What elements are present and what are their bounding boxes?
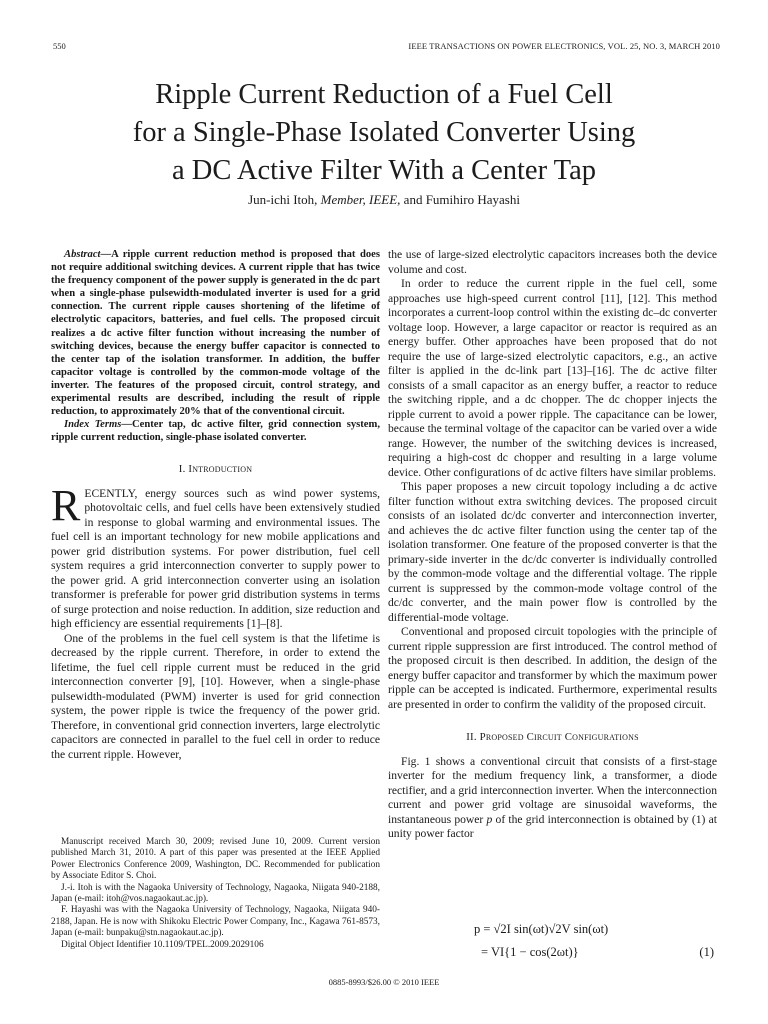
- right-paragraph-1: the use of large-sized electrolytic capacitors increases both the device volume and cost.: [388, 248, 717, 276]
- footnote-doi: Digital Object Identifier 10.1109/TPEL.2009.2029106: [61, 939, 264, 950]
- index-terms-text: —Center tap, dc active filter, grid connection system, ripple current reduction, single-phase isolated converter.: [51, 419, 380, 444]
- drop-cap: R: [51, 480, 81, 530]
- title-line: for a Single-Phase Isolated Converter Using: [132, 117, 636, 148]
- intro-paragraph-1-text: ECENTLY, energy sources such as wind power systems, photovoltaic cells, and fuel cells have been extensively studied in response to global warming and environmental issues. The fuel cell is an important technology for new mobile applications and power grid distribution systems. For power distribution, fuel cell system requires a grid interconnection converter to supply power to the power grid. A grid interconnection converter using an isolation transformer is preferable for power grid distribution systems in terms of surge protection and noise reduction. In addition, size reduction and high efficiency are essential requirements [1]–[8].: [51, 486, 380, 631]
- index-terms-lead: Index Terms: [64, 419, 122, 431]
- title-line: a DC Active Filter With a Center Tap: [171, 155, 596, 186]
- author-line: [60, 192, 708, 208]
- equation-1: [388, 918, 717, 962]
- right-paragraph-3: This paper proposes a new circuit topology including a dc active filter function without extra switching devices. The proposed circuit consists of an isolated dc/dc converter and interconnection inverter, and achieves the dc active filter function using the center tap of the isolation transformer. One feature of the proposed converter is that the primary-side inverter in the dc/dc converter is individually controlled by the common-mode voltage and the differential voltage. The ripple current is suppressed by the common-mode voltage control of the dc/dc converter, and the main power flow is controlled by the differential-mode voltage.: [388, 480, 717, 624]
- equation-line-1: p = √2I sin(ωt)√2V sin(ωt): [474, 922, 609, 936]
- index-terms: [51, 418, 380, 444]
- section2-text-b: of the grid interconnection is obtained by (1) at unity power factor: [388, 812, 717, 840]
- section-heading-proposed: [388, 730, 717, 745]
- section-title: Introduction: [188, 463, 253, 476]
- section-numeral: I.: [178, 463, 189, 476]
- paper-title: [60, 76, 708, 190]
- section-title: Proposed Circuit Configurations: [479, 731, 639, 743]
- right-paragraph-2: In order to reduce the current ripple in the fuel cell, some approaches use high-speed current control [11], [12]. This method incorporates a current-loop control within the existing dc–dc converter voltage loop. However, a large capacitor or reactor is required as an energy buffer. Other approaches have been proposed that do not require the use of large-sized electrolytic capacitors, e.g., an active filter is applied in the dc-link part [13]–[16]. The dc active filter consists of a small capacitor as an energy buffer, a reactor to reduce the switching ripple, and a dc chopper. The dc chopper injects the ripple current to avoid a power ripple. The capacitance can be lower, because the terminal voltage of the capacitor can be varied over a wide range. However, the number of the switching devices is increased, requiring a high-cost dc chopper and resulting in a large volume device. Other configurations of dc active filters have similar problems.: [388, 277, 717, 479]
- section-numeral: II.: [466, 731, 480, 743]
- equation-number: (1): [699, 945, 714, 959]
- footnote-author-itoh: J.-i. Itoh is with the Nagaoka University of Technology, Nagaoka, Niigata 940-2188, Japan (e-mail: itoh@vos.nagaokaut.ac.jp).: [51, 882, 380, 905]
- author-name: Jun-ichi Itoh,: [248, 192, 321, 207]
- abstract-text: —A ripple current reduction method is proposed that does not require additional switching devices. A current ripple that has twice the frequency component of the power supply is generated in the dc part when a single-phase pulsewidth-modulated inverter is used for a grid connection. The current ripple causes shortening of the lifetime of electrolytic capacitors, batteries, and fuel cells. The proposed circuit realizes a dc active filter function without increasing the number of switching devices, because the energy buffer capacitor is connected to the center tap of the isolation transformer. In addition, the buffer capacitor voltage is controlled by the common-mode voltage of the inverter. The features of the proposed circuit, control strategy, and experimental results are described, including the result of ripple reduction, to approximately 20% that of the conventional circuit.: [51, 249, 380, 418]
- abstract: [51, 248, 380, 418]
- intro-paragraph-1: [51, 480, 380, 632]
- equation-line-2: = VI{1 − cos(2ωt)}: [481, 945, 579, 959]
- intro-paragraph-2: One of the problems in the fuel cell system is that the lifetime is decreased by the ripple current. Therefore, in order to extend the lifetime, the fuel cell ripple current must be reduced in the grid interconnection converter [9], [10]. However, when a single-phase pulsewidth-modulated (PWM) inverter is used for grid connection system, the power ripple is twice the frequency of the power grid. Therefore, in conventional grid connection inverters, large electrolytic capacitors are connected in parallel to the fuel cell in order to reduce the current ripple. However,: [51, 631, 380, 761]
- section2-text-a: Fig. 1 shows a conventional circuit that consists of a first-stage inverter for the medium frequency link, a transformer, a diode rectifier, and a grid interconnection inverter. When the interconnection current and power grid voltage are sinusoidal waveforms, the instantaneous power: [388, 754, 717, 826]
- right-column: [388, 248, 717, 842]
- section2-paragraph-1: [388, 755, 717, 842]
- section-heading-introduction: [51, 462, 380, 477]
- page-number: 550: [53, 41, 66, 51]
- title-line: Ripple Current Reduction of a Fuel Cell: [155, 79, 613, 110]
- footnotes: [51, 837, 380, 951]
- variable-p: p: [486, 812, 493, 826]
- footnote-author-hayashi: F. Hayashi was with the Nagaoka University of Technology, Nagaoka, Niigata 940-2188, Japan. He is now with Shikoku Electric Power Company, Inc., Kagawa 761-8573, Japan (e-mail: bunpaku@stn.nagaokaut.ac.jp).: [51, 905, 380, 939]
- abstract-lead: Abstract: [64, 249, 101, 260]
- copyright-line: 0885-8993/$26.00 © 2010 IEEE: [328, 977, 440, 987]
- journal-header: IEEE TRANSACTIONS ON POWER ELECTRONICS, VOL. 25, NO. 3, MARCH 2010: [408, 41, 720, 51]
- author-name-rest: , and Fumihiro Hayashi: [397, 192, 520, 207]
- footnote-manuscript: Manuscript received March 30, 2009; revised June 10, 2009. Current version published March 31, 2010. A part of this paper was presented at the IEEE Applied Power Electronics Conference 2009, Washington, DC. Recommended for publication by Associate Editor S. Choi.: [51, 837, 380, 882]
- right-paragraph-4: Conventional and proposed circuit topologies with the principle of current ripple suppression are first introduced. The control method of the proposed circuit is then described. In addition, the design of the energy buffer capacitor and transformer by which the maximum power ripple can be accepted is indicated. Furthermore, experimental results are presented in order to confirm the validity of the proposed circuit.: [388, 625, 717, 711]
- left-column: [51, 248, 380, 762]
- author-membership: Member, IEEE: [320, 192, 398, 207]
